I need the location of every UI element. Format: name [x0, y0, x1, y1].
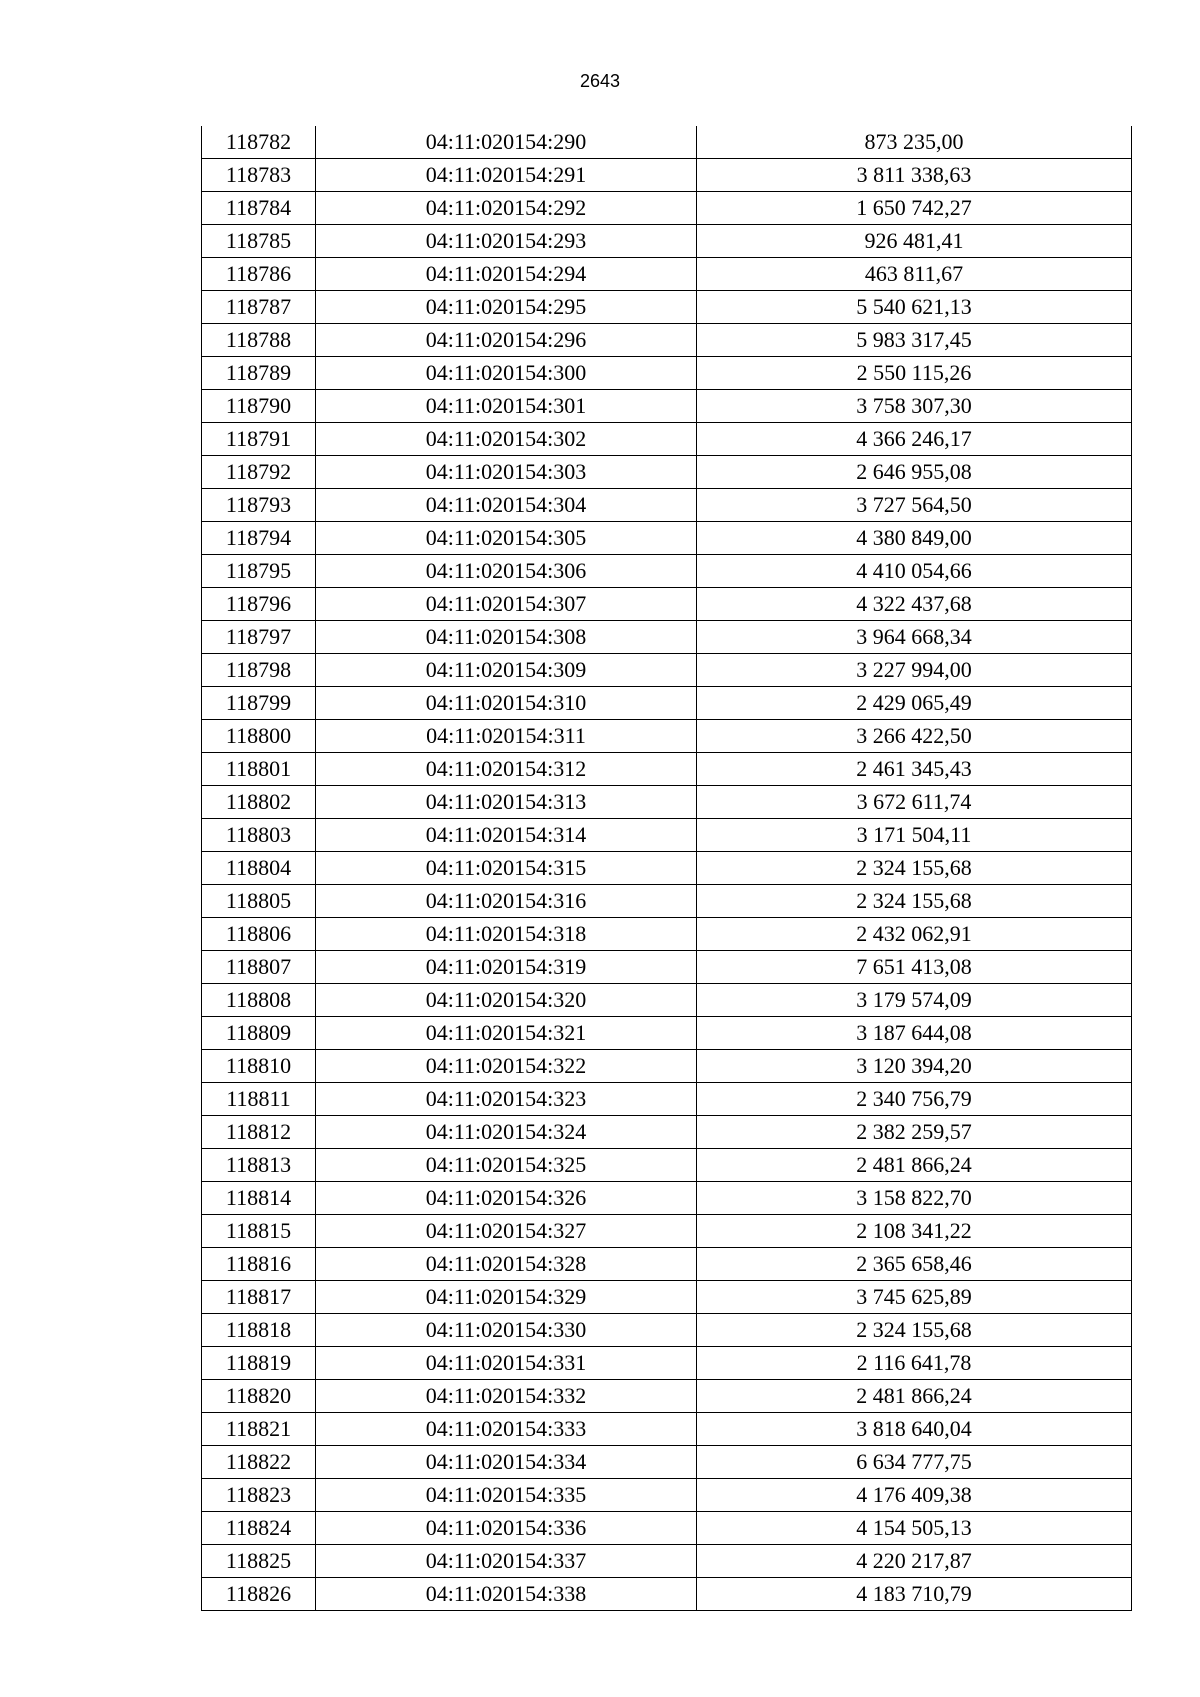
table-row	[202, 918, 1132, 951]
cadastral-value-cell: 2 429 065,49	[697, 687, 1132, 720]
cadastral-value-cell: 2 646 955,08	[697, 456, 1132, 489]
record-number-cell: 118802	[202, 786, 316, 819]
cadastral-value-cell: 6 634 777,75	[697, 1446, 1132, 1479]
cadastral-number-cell: 04:11:020154:300	[316, 357, 697, 390]
table-row	[202, 1578, 1132, 1611]
record-number-cell: 118795	[202, 555, 316, 588]
cadastral-number-cell: 04:11:020154:310	[316, 687, 697, 720]
record-number-cell: 118797	[202, 621, 316, 654]
table-row	[202, 423, 1132, 456]
cadastral-value-cell: 1 650 742,27	[697, 192, 1132, 225]
cadastral-number-cell: 04:11:020154:323	[316, 1083, 697, 1116]
cadastral-number-cell: 04:11:020154:309	[316, 654, 697, 687]
table-row	[202, 159, 1132, 192]
cadastral-value-cell: 2 340 756,79	[697, 1083, 1132, 1116]
cadastral-number-cell: 04:11:020154:313	[316, 786, 697, 819]
record-number-cell: 118810	[202, 1050, 316, 1083]
cadastral-value-cell: 7 651 413,08	[697, 951, 1132, 984]
cadastral-value-cell: 4 176 409,38	[697, 1479, 1132, 1512]
cadastral-number-cell: 04:11:020154:292	[316, 192, 697, 225]
table-row	[202, 1512, 1132, 1545]
table-row	[202, 258, 1132, 291]
table-row	[202, 192, 1132, 225]
table-row	[202, 1479, 1132, 1512]
record-number-cell: 118792	[202, 456, 316, 489]
cadastral-number-cell: 04:11:020154:335	[316, 1479, 697, 1512]
cadastral-number-cell: 04:11:020154:306	[316, 555, 697, 588]
cadastral-number-cell: 04:11:020154:333	[316, 1413, 697, 1446]
cadastral-number-cell: 04:11:020154:327	[316, 1215, 697, 1248]
record-number-cell: 118817	[202, 1281, 316, 1314]
cadastral-number-cell: 04:11:020154:291	[316, 159, 697, 192]
cadastral-number-cell: 04:11:020154:314	[316, 819, 697, 852]
table-row	[202, 852, 1132, 885]
cadastral-number-cell: 04:11:020154:319	[316, 951, 697, 984]
table-row	[202, 489, 1132, 522]
table-row	[202, 1215, 1132, 1248]
table-row	[202, 720, 1132, 753]
table-row	[202, 819, 1132, 852]
table-row	[202, 1248, 1132, 1281]
table-row	[202, 324, 1132, 357]
cadastral-number-cell: 04:11:020154:328	[316, 1248, 697, 1281]
record-number-cell: 118824	[202, 1512, 316, 1545]
table-row	[202, 1380, 1132, 1413]
cadastral-number-cell: 04:11:020154:293	[316, 225, 697, 258]
registry-table-body	[202, 126, 1132, 1611]
cadastral-number-cell: 04:11:020154:303	[316, 456, 697, 489]
cadastral-number-cell: 04:11:020154:296	[316, 324, 697, 357]
table-row	[202, 1314, 1132, 1347]
cadastral-value-cell: 4 220 217,87	[697, 1545, 1132, 1578]
table-row	[202, 291, 1132, 324]
cadastral-value-cell: 2 324 155,68	[697, 1314, 1132, 1347]
cadastral-value-cell: 2 324 155,68	[697, 885, 1132, 918]
record-number-cell: 118796	[202, 588, 316, 621]
cadastral-value-cell: 4 183 710,79	[697, 1578, 1132, 1611]
record-number-cell: 118825	[202, 1545, 316, 1578]
cadastral-value-cell: 3 818 640,04	[697, 1413, 1132, 1446]
cadastral-number-cell: 04:11:020154:315	[316, 852, 697, 885]
cadastral-number-cell: 04:11:020154:301	[316, 390, 697, 423]
cadastral-value-cell: 2 116 641,78	[697, 1347, 1132, 1380]
table-row	[202, 1083, 1132, 1116]
record-number-cell: 118823	[202, 1479, 316, 1512]
cadastral-number-cell: 04:11:020154:318	[316, 918, 697, 951]
cadastral-value-cell: 3 727 564,50	[697, 489, 1132, 522]
cadastral-number-cell: 04:11:020154:302	[316, 423, 697, 456]
record-number-cell: 118821	[202, 1413, 316, 1446]
cadastral-number-cell: 04:11:020154:290	[316, 126, 697, 159]
table-row	[202, 1017, 1132, 1050]
record-number-cell: 118819	[202, 1347, 316, 1380]
cadastral-value-cell: 4 410 054,66	[697, 555, 1132, 588]
record-number-cell: 118787	[202, 291, 316, 324]
table-row	[202, 753, 1132, 786]
cadastral-number-cell: 04:11:020154:320	[316, 984, 697, 1017]
cadastral-value-cell: 4 380 849,00	[697, 522, 1132, 555]
cadastral-value-cell: 3 171 504,11	[697, 819, 1132, 852]
record-number-cell: 118786	[202, 258, 316, 291]
cadastral-value-cell: 2 108 341,22	[697, 1215, 1132, 1248]
record-number-cell: 118804	[202, 852, 316, 885]
cadastral-value-cell: 3 187 644,08	[697, 1017, 1132, 1050]
cadastral-number-cell: 04:11:020154:304	[316, 489, 697, 522]
record-number-cell: 118782	[202, 126, 316, 159]
table-row	[202, 984, 1132, 1017]
record-number-cell: 118820	[202, 1380, 316, 1413]
cadastral-number-cell: 04:11:020154:311	[316, 720, 697, 753]
cadastral-value-cell: 926 481,41	[697, 225, 1132, 258]
record-number-cell: 118806	[202, 918, 316, 951]
cadastral-value-cell: 3 964 668,34	[697, 621, 1132, 654]
record-number-cell: 118809	[202, 1017, 316, 1050]
table-row	[202, 1149, 1132, 1182]
table-row	[202, 555, 1132, 588]
cadastral-number-cell: 04:11:020154:295	[316, 291, 697, 324]
table-row	[202, 786, 1132, 819]
cadastral-number-cell: 04:11:020154:322	[316, 1050, 697, 1083]
table-row	[202, 1446, 1132, 1479]
cadastral-number-cell: 04:11:020154:332	[316, 1380, 697, 1413]
record-number-cell: 118805	[202, 885, 316, 918]
cadastral-number-cell: 04:11:020154:294	[316, 258, 697, 291]
cadastral-value-cell: 3 758 307,30	[697, 390, 1132, 423]
record-number-cell: 118785	[202, 225, 316, 258]
cadastral-number-cell: 04:11:020154:305	[316, 522, 697, 555]
table-row	[202, 1182, 1132, 1215]
page-number: 2643	[579, 71, 621, 91]
record-number-cell: 118816	[202, 1248, 316, 1281]
table-row	[202, 522, 1132, 555]
table-row	[202, 126, 1132, 159]
record-number-cell: 118788	[202, 324, 316, 357]
record-number-cell: 118801	[202, 753, 316, 786]
cadastral-value-cell: 3 158 822,70	[697, 1182, 1132, 1215]
record-number-cell: 118814	[202, 1182, 316, 1215]
cadastral-value-cell: 2 365 658,46	[697, 1248, 1132, 1281]
table-row	[202, 225, 1132, 258]
record-number-cell: 118793	[202, 489, 316, 522]
record-number-cell: 118818	[202, 1314, 316, 1347]
registry-table	[201, 126, 1132, 1611]
cadastral-number-cell: 04:11:020154:338	[316, 1578, 697, 1611]
table-row	[202, 1413, 1132, 1446]
record-number-cell: 118813	[202, 1149, 316, 1182]
table-row	[202, 357, 1132, 390]
cadastral-number-cell: 04:11:020154:308	[316, 621, 697, 654]
cadastral-value-cell: 3 672 611,74	[697, 786, 1132, 819]
cadastral-number-cell: 04:11:020154:312	[316, 753, 697, 786]
cadastral-number-cell: 04:11:020154:307	[316, 588, 697, 621]
cadastral-value-cell: 3 811 338,63	[697, 159, 1132, 192]
cadastral-value-cell: 5 983 317,45	[697, 324, 1132, 357]
record-number-cell: 118807	[202, 951, 316, 984]
record-number-cell: 118808	[202, 984, 316, 1017]
record-number-cell: 118789	[202, 357, 316, 390]
cadastral-value-cell: 4 366 246,17	[697, 423, 1132, 456]
cadastral-number-cell: 04:11:020154:334	[316, 1446, 697, 1479]
record-number-cell: 118812	[202, 1116, 316, 1149]
table-row	[202, 456, 1132, 489]
record-number-cell: 118794	[202, 522, 316, 555]
table-row	[202, 588, 1132, 621]
table-row	[202, 1116, 1132, 1149]
cadastral-value-cell: 2 432 062,91	[697, 918, 1132, 951]
cadastral-number-cell: 04:11:020154:331	[316, 1347, 697, 1380]
table-row	[202, 390, 1132, 423]
record-number-cell: 118784	[202, 192, 316, 225]
cadastral-value-cell: 2 481 866,24	[697, 1149, 1132, 1182]
cadastral-value-cell: 3 179 574,09	[697, 984, 1132, 1017]
record-number-cell: 118822	[202, 1446, 316, 1479]
cadastral-value-cell: 2 324 155,68	[697, 852, 1132, 885]
cadastral-value-cell: 2 550 115,26	[697, 357, 1132, 390]
table-row	[202, 1545, 1132, 1578]
cadastral-number-cell: 04:11:020154:325	[316, 1149, 697, 1182]
cadastral-value-cell: 3 266 422,50	[697, 720, 1132, 753]
table-row	[202, 951, 1132, 984]
table-row	[202, 621, 1132, 654]
table-row	[202, 1347, 1132, 1380]
cadastral-number-cell: 04:11:020154:326	[316, 1182, 697, 1215]
record-number-cell: 118798	[202, 654, 316, 687]
cadastral-number-cell: 04:11:020154:321	[316, 1017, 697, 1050]
cadastral-value-cell: 5 540 621,13	[697, 291, 1132, 324]
cadastral-number-cell: 04:11:020154:330	[316, 1314, 697, 1347]
cadastral-value-cell: 3 227 994,00	[697, 654, 1132, 687]
cadastral-value-cell: 2 481 866,24	[697, 1380, 1132, 1413]
cadastral-number-cell: 04:11:020154:316	[316, 885, 697, 918]
table-row	[202, 885, 1132, 918]
record-number-cell: 118791	[202, 423, 316, 456]
record-number-cell: 118790	[202, 390, 316, 423]
record-number-cell: 118826	[202, 1578, 316, 1611]
cadastral-number-cell: 04:11:020154:337	[316, 1545, 697, 1578]
record-number-cell: 118811	[202, 1083, 316, 1116]
record-number-cell: 118800	[202, 720, 316, 753]
cadastral-value-cell: 2 461 345,43	[697, 753, 1132, 786]
table-row	[202, 687, 1132, 720]
record-number-cell: 118803	[202, 819, 316, 852]
record-number-cell: 118799	[202, 687, 316, 720]
table-row	[202, 654, 1132, 687]
record-number-cell: 118783	[202, 159, 316, 192]
record-number-cell: 118815	[202, 1215, 316, 1248]
cadastral-value-cell: 3 745 625,89	[697, 1281, 1132, 1314]
cadastral-value-cell: 463 811,67	[697, 258, 1132, 291]
cadastral-value-cell: 4 322 437,68	[697, 588, 1132, 621]
cadastral-value-cell: 4 154 505,13	[697, 1512, 1132, 1545]
table-row	[202, 1050, 1132, 1083]
table-row	[202, 1281, 1132, 1314]
cadastral-number-cell: 04:11:020154:329	[316, 1281, 697, 1314]
cadastral-number-cell: 04:11:020154:324	[316, 1116, 697, 1149]
cadastral-value-cell: 3 120 394,20	[697, 1050, 1132, 1083]
cadastral-number-cell: 04:11:020154:336	[316, 1512, 697, 1545]
cadastral-value-cell: 2 382 259,57	[697, 1116, 1132, 1149]
cadastral-value-cell: 873 235,00	[697, 126, 1132, 159]
